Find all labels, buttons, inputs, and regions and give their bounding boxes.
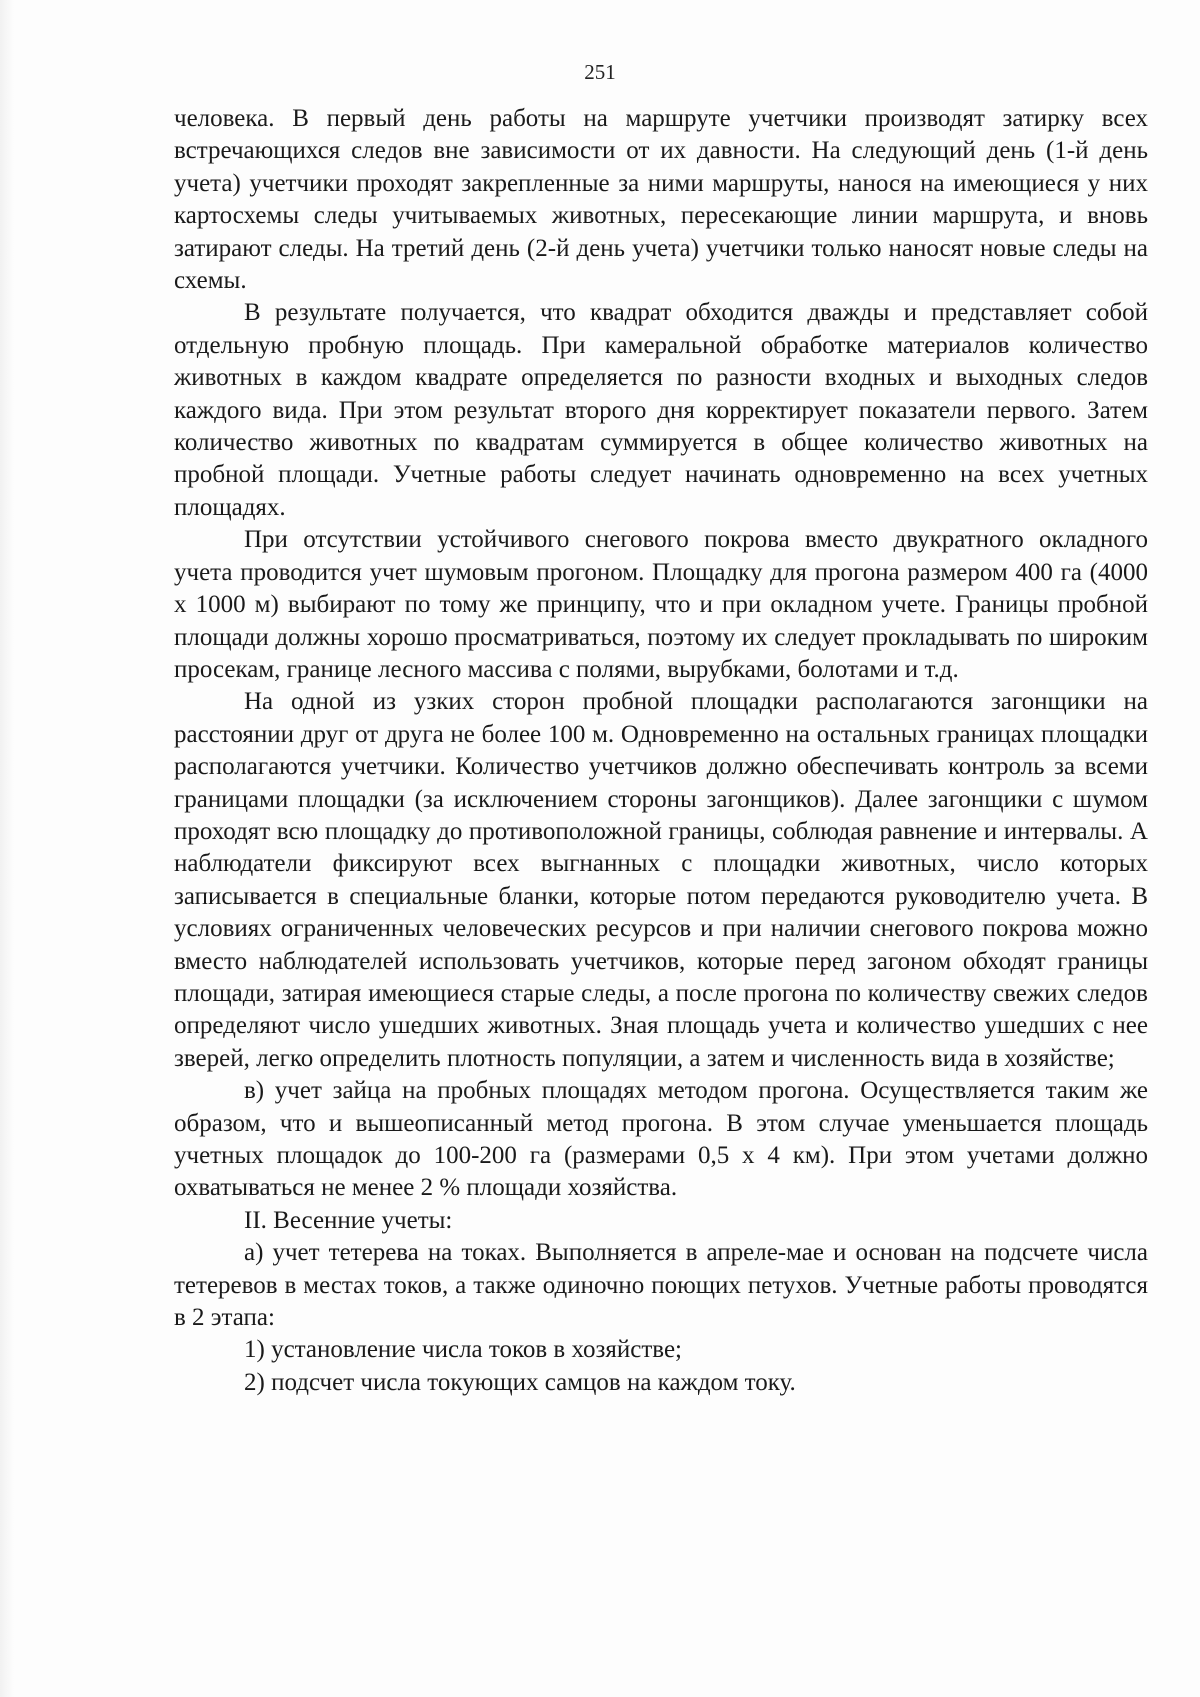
paragraph-continuation: человека. В первый день работы на маршруте учетчики производят затирку всех встречающихся следов вне зависимости от их давности. На следующий день (1-й день учета) учетчики проходят закрепленные за ними маршруты, нанося на имеющиеся у них картосхемы следы учитываемых животных, пересекающие линии маршрута, и вновь затирают следы. На третий день (2-й день учета) учетчики только наносят новые следы на схемы. <box>174 105 1148 295</box>
section-heading-spring-counts: II. Весенние учеты: <box>244 1206 453 1234</box>
page-number: 251 <box>584 60 616 84</box>
body-text <box>174 103 1148 1399</box>
paragraph-beaters: На одной из узких сторон пробной площадки располагаются загонщики на расстоянии друг от друга не более 100 м. Одновременно на остальных границах площадки располагаются учетчики. Количество учетчиков должно обеспечивать контроль за всеми границами площадки (за исключением стороны загонщиков). Далее загонщики с шумом проходят всю площадку до противоположной границы, соблюдая равнение и интервалы. А наблюдатели фиксируют всех выгнанных с площадки животных, число которых записывается в специальные бланки, которые потом передаются руководителю учета. В условиях ограниченных человеческих ресурсов и при наличии снегового покрова можно вместо наблюдателей использовать учетчиков, которые перед загоном обходят границы площади, затирая имеющиеся старые следы, а после прогона по количеству свежих следов определяют число ушедших животных. Зная площадь учета и количество ушедших с нее зверей, легко определить плотность популяции, а затем и численность вида в хозяйстве; <box>174 688 1148 1072</box>
paragraph-square-results: В результате получается, что квадрат обходится дважды и представляет собой отдельную пробную площадь. При камеральной обработке материалов количество животных в каждом квадрате определяется по разности входных и выходных следов каждого вида. При этом результат второго дня корректирует показатели первого. Затем количество животных по квадратам суммируется в общее количество животных на пробной площади. Учетные работы следует начинать одновременно на всех учетных площадях. <box>174 299 1148 521</box>
list-item-step-1: 1) установление числа токов в хозяйстве; <box>244 1336 683 1364</box>
paragraph-grouse-leks: а) учет тетерева на токах. Выполняется в апреле-мае и основан на подсчете числа тетеревов в местах токов, а также одиночно поющих петухов. Учетные работы проводятся в 2 этапа: <box>174 1239 1148 1332</box>
paragraph-hare-count: в) учет зайца на пробных площадях методом прогона. Осуществляется таким же образом, что и вышеописанный метод прогона. В этом случае уменьшается площадь учетных площадок до 100-200 га (размерами 0,5 х 4 км). При этом учетами должно охватываться не менее 2 % площади хозяйства. <box>174 1077 1148 1202</box>
scan-edge-shadow <box>0 0 14 1697</box>
paragraph-noise-drive: При отсутствии устойчивого снегового покрова вместо двукратного окладного учета проводится учет шумовым прогоном. Площадку для прогона размером 400 га (4000 х 1000 м) выбирают по тому же принципу, что и при окладном учете. Границы пробной площади должны хорошо просматриваться, поэтому их следует прокладывать по широким просекам, границе лесного массива с полями, вырубками, болотами и т.д. <box>174 526 1148 683</box>
list-item-step-2: 2) подсчет числа токующих самцов на каждом току. <box>244 1368 796 1396</box>
